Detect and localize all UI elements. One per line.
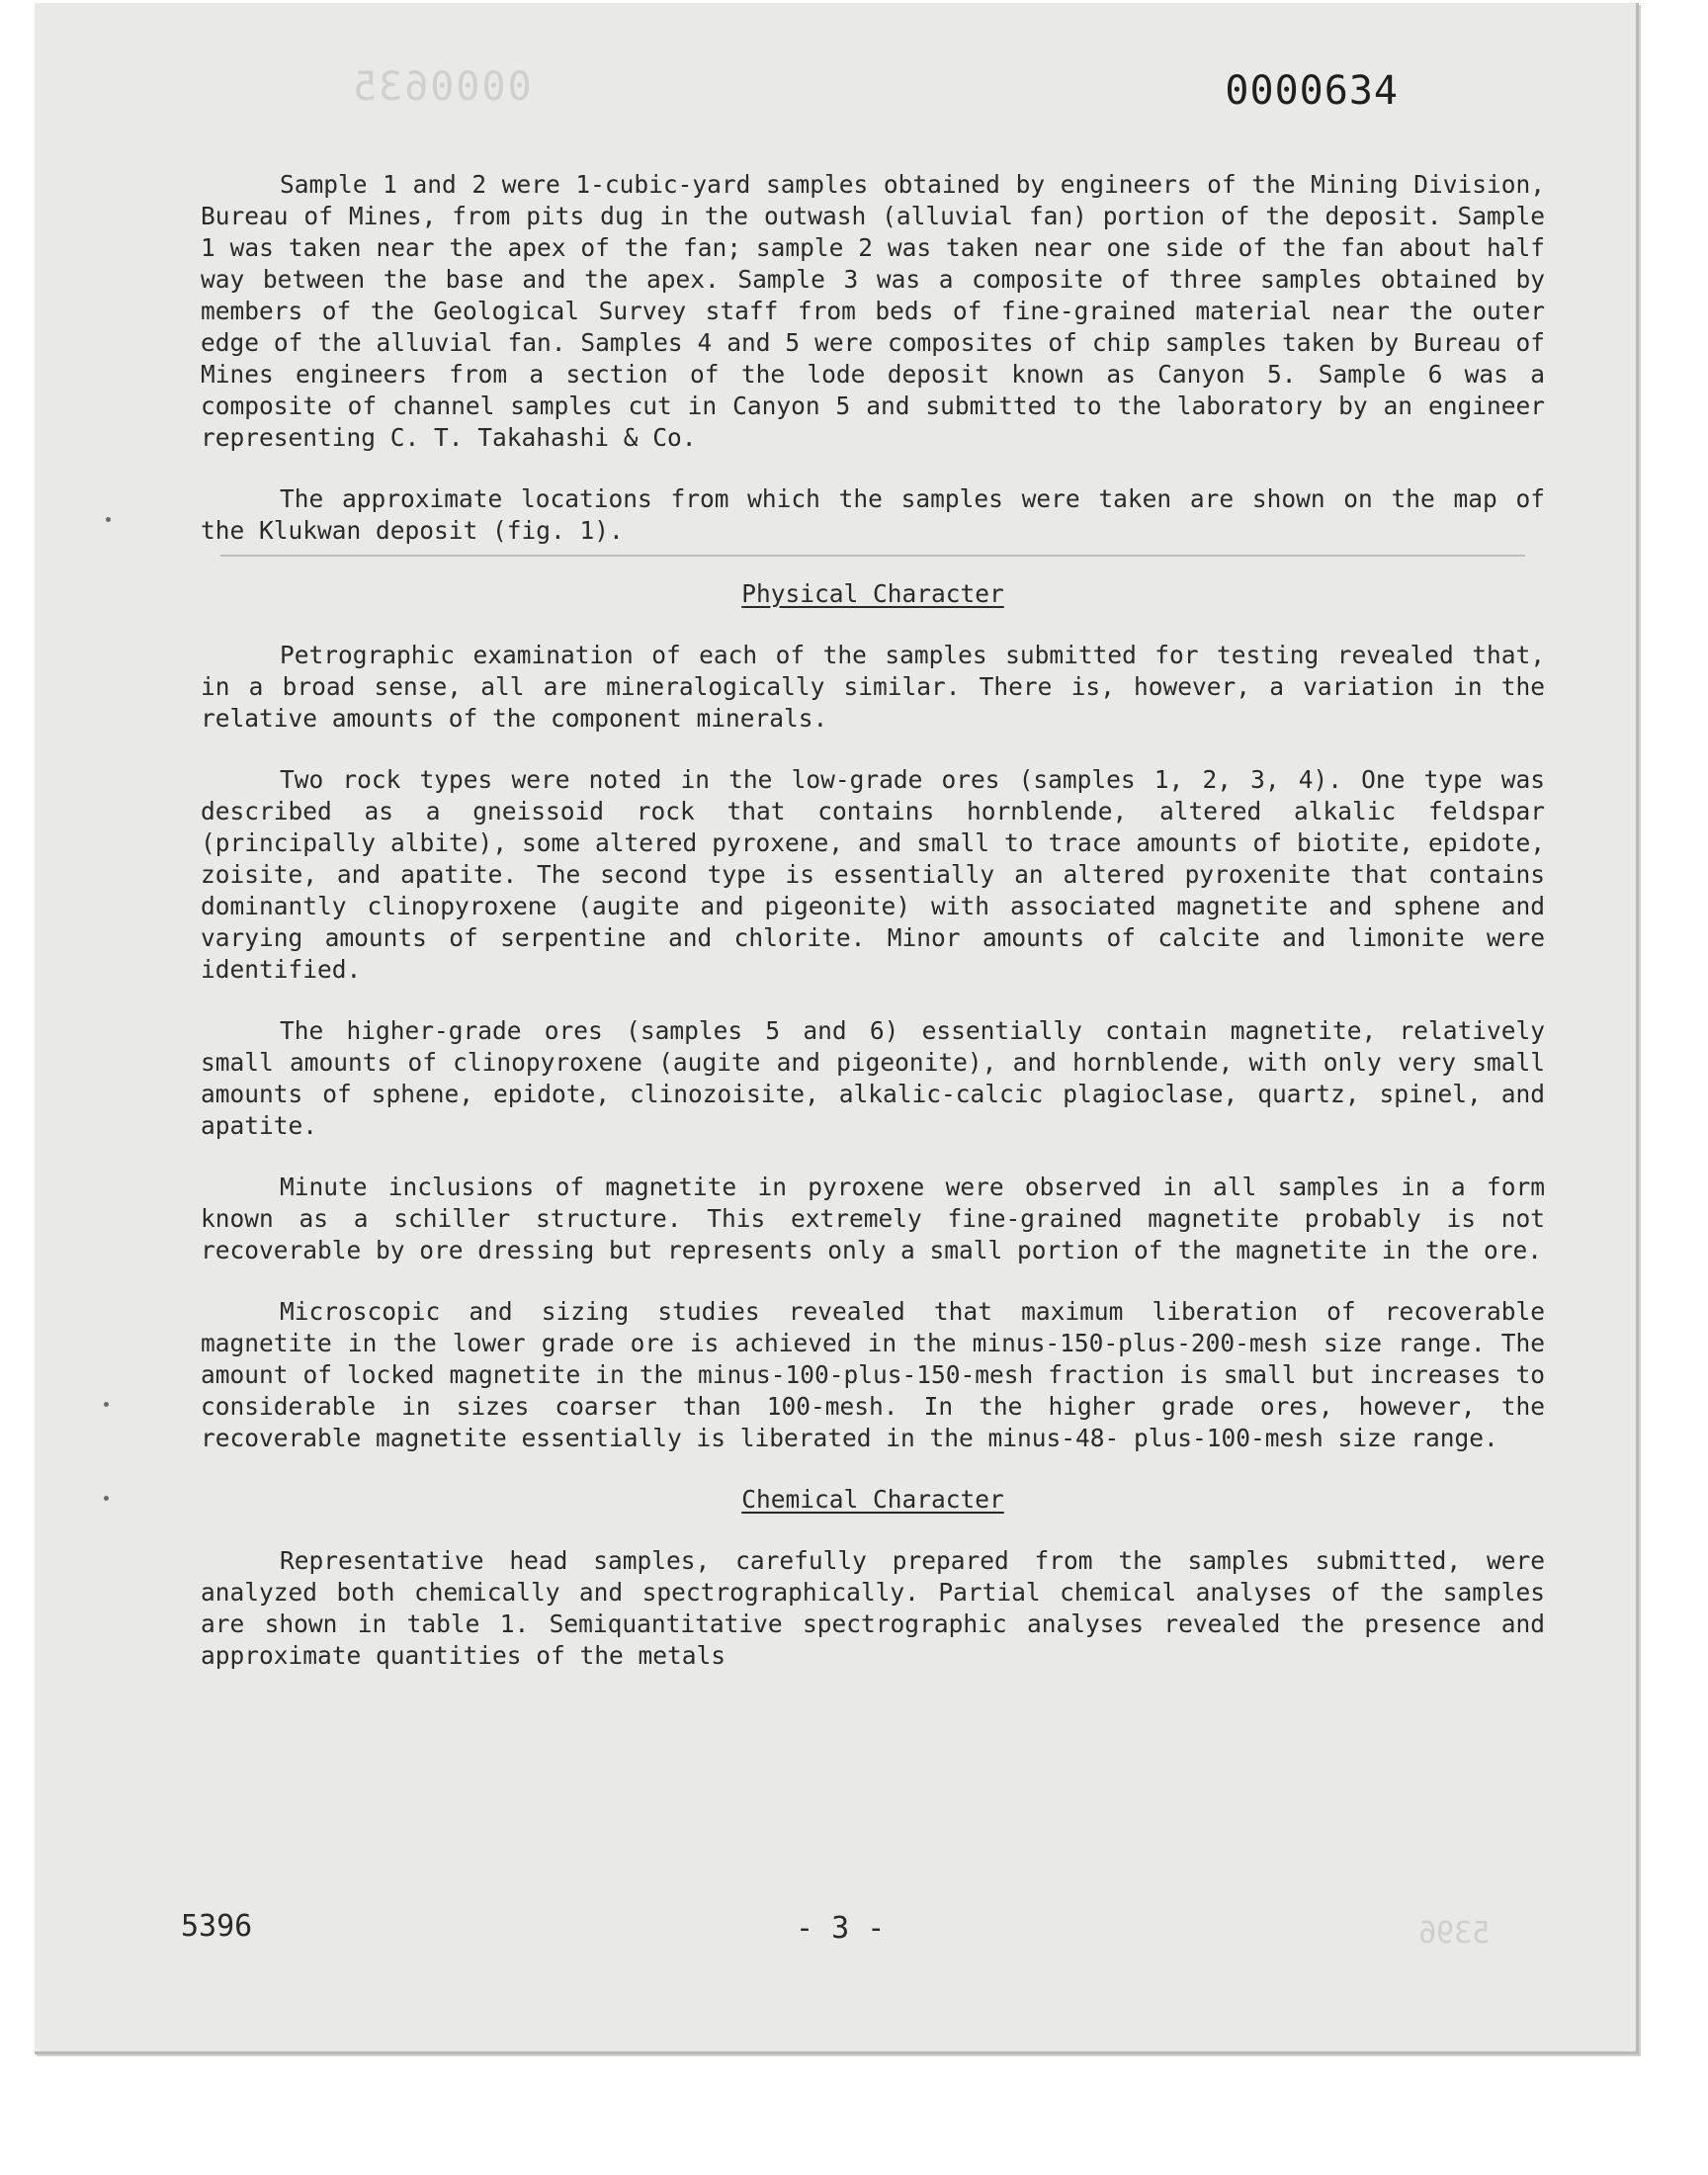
paragraph-sample-locations: The approximate locations from which the samples were taken are shown on the map of the Klukwan deposit (fig. 1).: [201, 484, 1545, 545]
paragraph-rock-types: Two rock types were noted in the low-grade ores (samples 1, 2, 3, 4). One type was described as a gneissoid rock that contains hornblende, altered alkalic feldspar (principally albite), some altered pyroxene, and small to trace amounts of biotite, epidote, zoisite, and apatite. The second type is essentially an altered pyroxenite that contains dominantly clinopyroxene (augite and pigeonite) with associated magnetite and sphene and varying amounts of serpentine and chlorite. Minor amounts of calcite and limonite were identified.: [201, 765, 1545, 984]
scan-speck: [104, 1402, 109, 1407]
paragraph-sample-origins: Sample 1 and 2 were 1-cubic-yard samples obtained by engineers of the Mining Division, Bureau of Mines, from pits dug in the outwash (alluvial fan) portion of the deposit. Sample 1 was taken near the apex of the fan; sample 2 was taken near one side of the fan about half way between the base and the apex. Sample 3 was a composite of three samples obtained by members of the Geological Survey staff from beds of fine-grained material near the outer edge of the alluvial fan. Samples 4 and 5 were composites of chip samples taken by Bureau of Mines engineers from a section of the lode deposit known as Canyon 5. Sample 6 was a composite of channel samples cut in Canyon 5 and submitted to the laboratory by an engineer representing C. T. Takahashi & Co.: [201, 170, 1545, 452]
heading-physical-character: Physical Character: [741, 579, 1004, 608]
divider-rule: [220, 555, 1525, 557]
document-number: 0000634: [1225, 68, 1399, 114]
document-page: [35, 3, 1639, 2054]
bleed-through-number: 0000635: [351, 64, 532, 110]
paragraph-inclusions: Minute inclusions of magnetite in pyroxene were observed in all samples in a form known as a schiller structure. This extremely fine-grained magnetite probably is not recoverable by ore dressing but represents only a small portion of the magnetite in the ore.: [201, 1173, 1545, 1264]
heading-chemical-character: Chemical Character: [741, 1485, 1004, 1514]
scan-speck: [106, 517, 111, 522]
bleed-through-footer: 5396: [1418, 1916, 1491, 1951]
paragraph-higher-grade: The higher-grade ores (samples 5 and 6) essentially contain magnetite, relatively small amounts of clinopyroxene (augite and pigeonite), and hornblende, with only very small amounts of sphene, epidote, clinozoisite, alkalic-calcic plagioclase, quartz, spinel, and apatite.: [201, 1016, 1545, 1140]
footer-page-number: - 3 -: [796, 1911, 886, 1946]
body-text: [201, 169, 1545, 1701]
footer-report-number: 5396: [181, 1909, 253, 1944]
paragraph-petrographic: Petrographic examination of each of the samples submitted for testing revealed that, in a broad sense, all are mineralogically similar. There is, however, a variation in the relative amounts of the component minerals.: [201, 641, 1545, 733]
paragraph-liberation: Microscopic and sizing studies revealed that maximum liberation of recoverable magnetite in the lower grade ore is achieved in the minus-150-plus-200-mesh size range. The amount of locked magnetite in the minus-100-plus-150-mesh fraction is small but increases to considerable in sizes coarser than 100-mesh. In the higher grade ores, however, the recoverable magnetite essentially is liberated in the minus-48- plus-100-mesh size range.: [201, 1297, 1545, 1452]
scan-speck: [104, 1496, 109, 1501]
paragraph-head-samples: Representative head samples, carefully prepared from the samples submitted, were analyzed both chemically and spectrographically. Partial chemical analyses of the samples are shown in table 1. Semiquantitative spectrographic analyses revealed the presence and approximate quantities of the metals: [201, 1546, 1545, 1670]
